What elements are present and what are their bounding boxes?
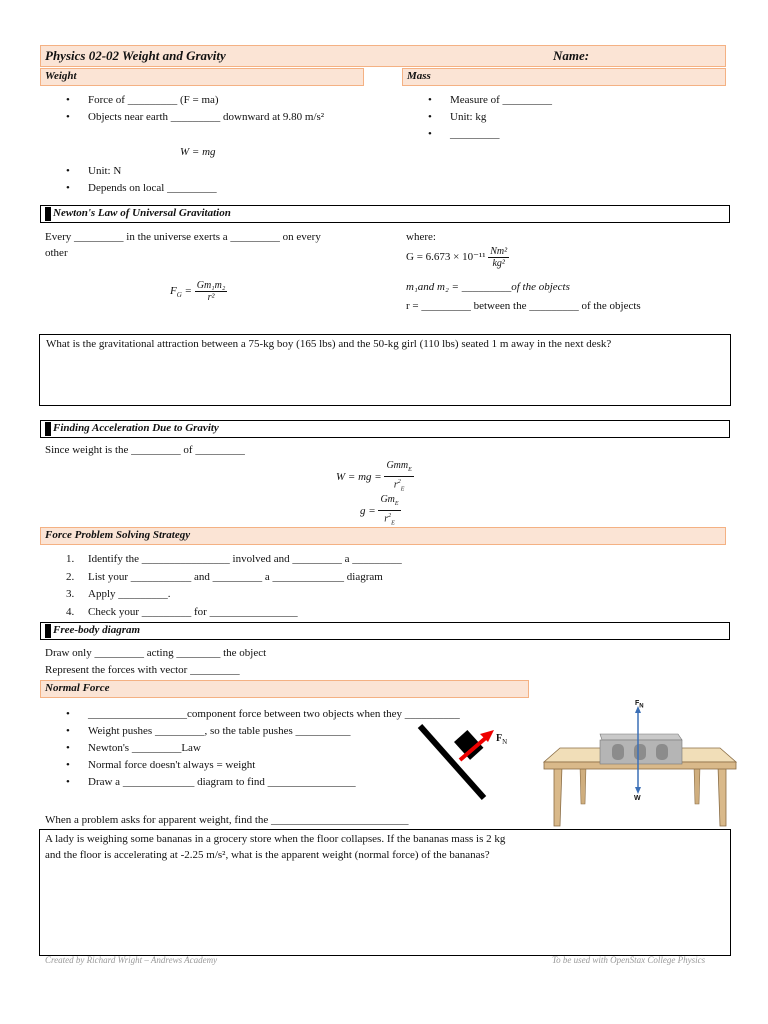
list-item: • __________________component force between two objects when they __________ [64, 706, 524, 723]
strategy-heading: Force Problem Solving Strategy [40, 527, 726, 545]
item-text: Identify the ________________ involved and _________ a _________ [88, 553, 402, 565]
block-hole [656, 744, 668, 760]
figure-w-label: W [634, 795, 641, 802]
list-item: • Newton's _________Law [64, 740, 524, 757]
fn-label-sub: N [502, 738, 508, 746]
formula-lhs: g = [360, 505, 376, 518]
fraction-num [378, 494, 400, 511]
g-constant-lhs: G = 6.673 × 10⁻¹¹ [406, 251, 486, 264]
list-item: • Depends on local _________ [64, 180, 354, 197]
w-formula [336, 460, 414, 495]
incline-line [420, 726, 484, 798]
gravitation-heading [40, 205, 730, 223]
question-text: What is the gravitational attraction between a 75-kg boy (165 lbs) and the 50-kg girl (110 lbs) seated 1 m away in the next desk? [46, 338, 612, 350]
fraction-den: $r^2_E$ [384, 513, 395, 527]
accel-heading-text: Finding Acceleration Due to Gravity [53, 422, 219, 434]
list-item: • Draw a _____________ diagram to find ________________ [64, 774, 524, 791]
question-box-2[interactable] [39, 829, 731, 956]
item-number: 1. [66, 553, 75, 565]
footer-credit: Created by Richard Wright – Andrews Academy [45, 955, 218, 965]
num-sub: E [408, 467, 412, 473]
fraction-den: kg² [492, 258, 505, 269]
list-item: • Force of _________ (F = ma) [64, 92, 354, 109]
item-text: Check your _________ for ________________ [88, 605, 298, 618]
strategy-list [64, 551, 664, 621]
block-top [600, 734, 682, 740]
footer-source: To be used with OpenStax College Physics [552, 955, 706, 965]
fraction-num: Gm₁m₂ [196, 280, 226, 291]
mass-heading: Mass [402, 68, 726, 86]
name-field-label[interactable]: Name: [553, 48, 590, 63]
list-item-text: Objects near earth _________ downward at 9.80 m/s² [88, 111, 325, 123]
list-item: • Unit: N [64, 163, 354, 180]
gravitation-formula: $F_G$ = $\frac{\text{Gm₁m₂}}{\text{r²}}$ [170, 280, 226, 303]
normal-heading: Normal Force [40, 680, 529, 698]
fraction-num: Nm² [490, 246, 508, 257]
fraction-num [384, 460, 413, 477]
fn-label [496, 733, 507, 746]
weight-list-2 [64, 163, 354, 197]
table-leg [580, 766, 586, 804]
item-text: List your ___________ and _________ a _____________ diagram [88, 570, 383, 583]
fbd-heading-text: Free-body diagram [53, 624, 141, 636]
fraction [378, 494, 400, 529]
fbd-heading [40, 622, 730, 640]
den-text: r [384, 513, 389, 525]
list-item: • _________ [426, 126, 716, 143]
figure-fn-text: F [635, 700, 640, 707]
fraction-den: $r^2_E$ [393, 479, 405, 493]
num-text: Gm [380, 494, 395, 505]
block-hole [612, 744, 624, 760]
num-text: Gmm [386, 460, 409, 471]
fraction [488, 246, 509, 269]
accel-heading [40, 420, 730, 438]
formula-sub: G [176, 291, 182, 300]
block-hole [634, 744, 646, 760]
question-box-1[interactable] [39, 334, 731, 406]
list-item [64, 604, 664, 622]
table-leg [694, 766, 700, 804]
question-text: A lady is weighing some bananas in a grocery store when the floor collapses. If the bananas mass is 2 kg and the floor is accelerating at -2.25 m/s², what is the apparent weight (normal force) of the bananas? [45, 833, 506, 861]
list-item [64, 586, 664, 604]
fraction-den: r² [207, 292, 215, 303]
den-text: r [393, 479, 398, 491]
g-constant [406, 246, 509, 269]
where-label: where: [406, 231, 436, 243]
list-item: • Normal force doesn't always = weight [64, 757, 524, 774]
weight-formula: W = mg [180, 146, 216, 158]
radius-definition: r = _________ between the _________ of the objects [406, 300, 641, 312]
item-number: 2. [66, 570, 75, 583]
apparent-weight-line: When a problem asks for apparent weight, find the _________________________ [45, 814, 409, 826]
fraction [195, 280, 228, 303]
table-figure [540, 700, 740, 832]
fn-label-text: F [496, 733, 503, 744]
item-number: 4. [66, 605, 75, 618]
item-number: 3. [66, 588, 75, 600]
list-item [64, 551, 664, 569]
masses-definition: m₁and m₂ = _________of the objects [406, 281, 570, 293]
title-bar [40, 45, 726, 67]
accel-statement: Since weight is the _________ of _________ [45, 444, 245, 456]
gravitation-heading-text: Newton's Law of Universal Gravitation [53, 207, 231, 219]
gravitation-statement: Every _________ in the universe exerts a _________ on every other [45, 231, 321, 259]
list-item: • Unit: kg [426, 109, 716, 126]
num-sub: E [394, 501, 399, 507]
formula-lhs: W = mg = [336, 471, 382, 484]
weight-heading: Weight [40, 68, 364, 86]
figure-fn-label [635, 700, 644, 709]
list-item [64, 109, 354, 126]
fbd-line-2: Represent the forces with vector _________ [45, 664, 240, 676]
mass-list [426, 92, 716, 143]
g-formula [360, 494, 401, 529]
page-title: Physics 02-02 Weight and Gravity [45, 48, 226, 63]
fraction [384, 460, 413, 495]
weight-list [64, 92, 354, 126]
formula-lhs: F [170, 285, 177, 298]
den-sub: E [400, 486, 405, 493]
list-item [64, 569, 664, 587]
list-item: • Measure of _________ [426, 92, 716, 109]
item-text: Apply _________. [88, 588, 171, 600]
fbd-line-1: Draw only _________ acting ________ the object [45, 647, 267, 659]
list-item: • Weight pushes _________, so the table pushes __________ [64, 723, 524, 740]
figure-fn-sub: N [639, 703, 644, 710]
den-sub: E [391, 520, 395, 527]
